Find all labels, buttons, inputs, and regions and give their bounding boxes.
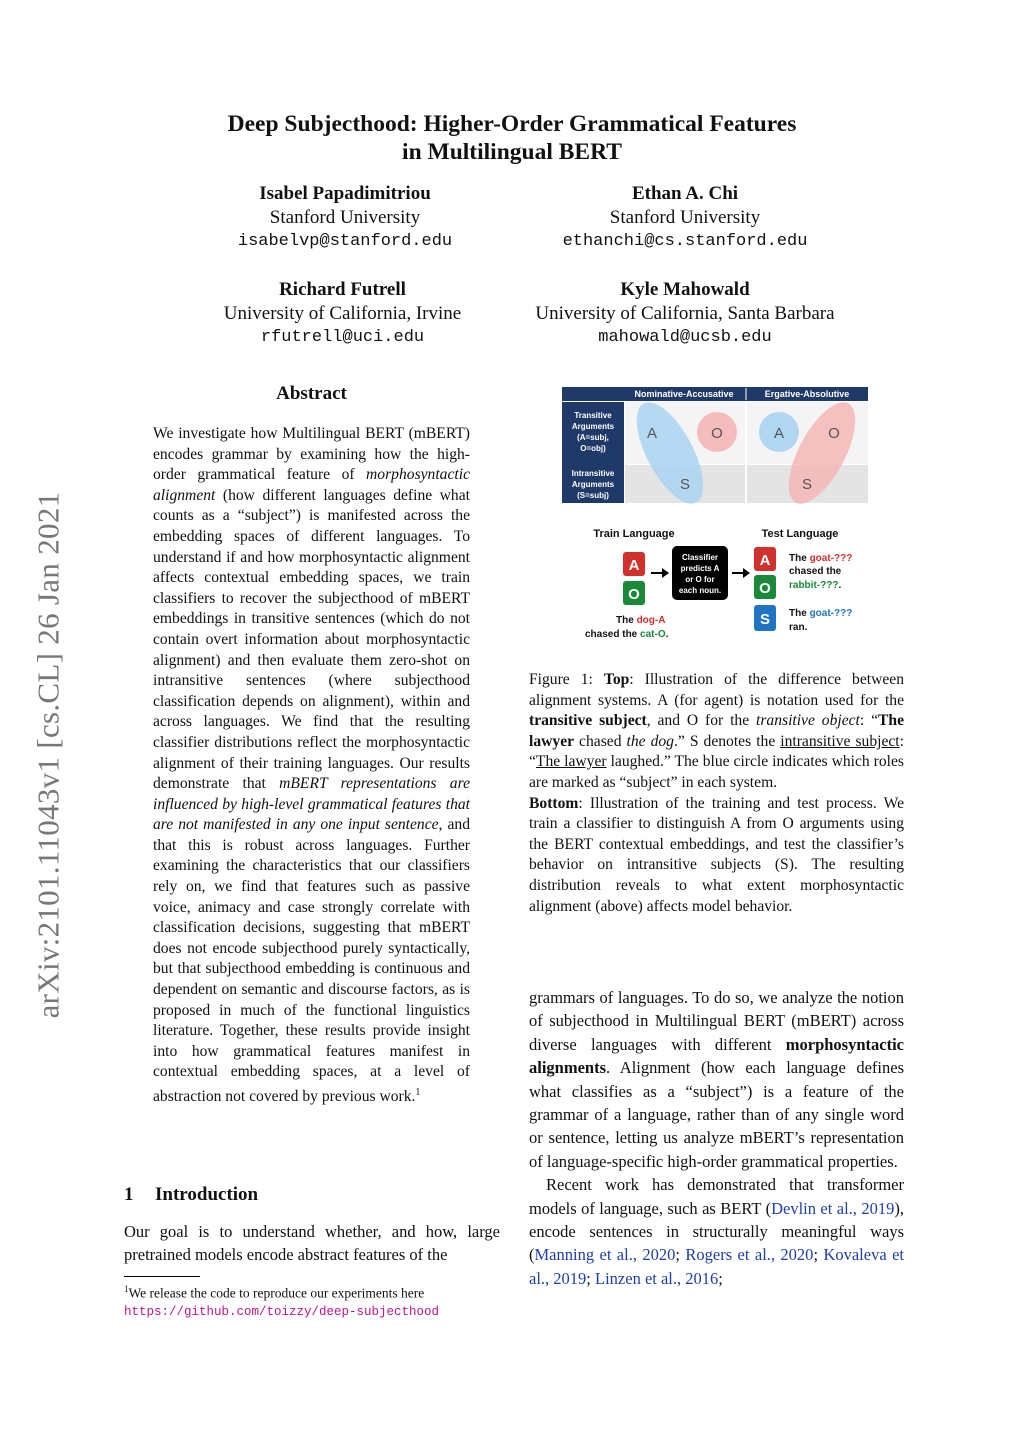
section-title: Introduction — [155, 1184, 259, 1205]
caption-text: .” S denotes the — [673, 732, 781, 750]
body-text: ), encode sentences in structurally meaningful ways ( — [529, 1198, 904, 1265]
abstract-text: , and that this is robust across languages. Further examining the characteristics that our classifiers rely on, we find that features such as passive voice, animacy and case strongly correlate with classification decisions, suggesting that mBERT does not encode subjecthood purely syntactically, but that subjecthood embedding is continuous and dependent on semantic and discourse factors, as is proposed in much of the functional linguistics literature. Together, these results provide insight into how grammatical features manifest in contextual embedding spaces, at a level of abstraction not covered by previous work. — [153, 816, 470, 1106]
paragraph — [529, 1173, 904, 1290]
test-sentence2-line2: ran. — [789, 622, 808, 633]
abstract-text: (how different languages define what counts as a “subject”) is manifested across the embedding spaces of different languages. To understand if and how morphosyntactic alignment affects contextual embedding spaces, we train classifiers to recover the subjecthood of mBERT embeddings in transitive sentences (which do not contain overt information about morphosyntactic alignment) and then evaluate them zero-shot on intransitive sentences (where subjecthood classification depends on alignment), within and across languages. We find that the resulting classifier distributions reflect the morphosyntactic alignment of their training languages. Our results demonstrate that — [153, 486, 470, 793]
role-a-label: A — [646, 425, 658, 442]
citation-link[interactable]: Manning et al., 2020 — [534, 1245, 676, 1265]
train-a-letter: A — [628, 557, 640, 574]
train-sentence-line1 — [616, 615, 665, 626]
author-block — [525, 182, 845, 254]
test-o-letter: O — [759, 580, 771, 597]
role-o-label: O — [828, 425, 840, 442]
test-sentence1-line3 — [789, 580, 841, 591]
caption-bottom — [529, 794, 904, 918]
author-name: Kyle Mahowald — [620, 279, 750, 300]
body-bold: morphosyntactic alignments — [529, 1034, 904, 1078]
footnote — [124, 1281, 500, 1321]
test-unknown-noun: goat-??? — [809, 553, 853, 564]
footnote-marker[interactable]: 1 — [415, 1087, 421, 1098]
row2-label-line: Arguments — [571, 480, 615, 489]
test-sentence2-line1 — [789, 608, 852, 619]
caption-text: , and O for the — [646, 712, 756, 730]
arrow-head-icon — [662, 568, 669, 578]
caption-text: chased — [574, 732, 627, 750]
test-sentence-part: The — [789, 608, 810, 619]
author-affiliation: University of California, Irvine — [223, 303, 462, 324]
train-subject-noun: dog-A — [636, 615, 666, 626]
section-number: 1 — [124, 1184, 134, 1205]
footnote-url-link[interactable]: https://github.com/toizzy/deep-subjecthood — [124, 1304, 440, 1319]
author-block — [200, 182, 490, 254]
row1-label-line: O=obj) — [580, 444, 606, 453]
arxiv-stamp-text: arXiv:2101.11043v1 [cs.CL] 26 Jan 2021 — [30, 491, 66, 1019]
author-affiliation: University of California, Santa Barbara — [535, 303, 835, 324]
train-o-letter: O — [628, 586, 640, 603]
caption-italic: the dog — [626, 732, 674, 750]
arrow-head-icon — [743, 568, 750, 578]
author-email[interactable]: rfutrell@uci.edu — [260, 328, 425, 347]
test-language-label: Test Language — [761, 528, 839, 540]
citation-link[interactable]: Linzen et al., 2016 — [595, 1268, 719, 1288]
citation-link[interactable]: Rogers et al., 2020 — [685, 1245, 814, 1265]
abstract-emphasis: mBERT representations are influenced by high-level grammatical features that are not manifested in any one input sentence — [153, 775, 470, 834]
caption-underline: intransitive subject — [780, 732, 900, 750]
body-text: ; — [586, 1268, 596, 1288]
author-email[interactable]: mahowald@ucsb.edu — [598, 328, 772, 347]
caption-underline: The lawyer — [535, 753, 607, 771]
section-heading — [124, 1184, 258, 1206]
abstract-text: We investigate how Multilingual BERT (mBERT) encodes grammar by examining how the high-order grammatical feature of — [153, 425, 470, 484]
header-nominative-accusative: Nominative-Accusative — [634, 389, 734, 399]
role-s-label: S — [679, 476, 691, 493]
row1-label-line: Arguments — [571, 422, 615, 431]
test-sentence-part: The — [789, 553, 810, 564]
role-a-label: A — [773, 425, 785, 442]
paragraph — [529, 986, 904, 1173]
footnote-divider — [124, 1276, 200, 1277]
test-sentence-part: . — [838, 580, 842, 591]
header-ergative-absolutive: Ergative-Absolutive — [764, 389, 850, 399]
test-unknown-noun: goat-??? — [809, 608, 853, 619]
train-object-noun: cat-O — [640, 629, 666, 640]
body-text: ; — [675, 1245, 686, 1265]
test-sentence1-line1 — [789, 553, 852, 564]
classifier-text-line: predicts A — [680, 564, 720, 573]
train-sentence-part: chased the — [585, 629, 641, 640]
row1-label-line: (A=subj, — [577, 433, 609, 442]
author-affiliation: Stanford University — [269, 207, 421, 228]
paper-title — [180, 110, 844, 166]
body-text: grammars of languages. To do so, we analyze the notion of subjecthood in Multilingual BERT (mBERT) across diverse languages with different — [529, 988, 904, 1054]
body-text: ; — [813, 1245, 824, 1265]
role-s-label: S — [801, 476, 813, 493]
abstract-body — [153, 424, 470, 1108]
classifier-text-line: or O for — [685, 575, 715, 584]
caption-text: : Illustration of the training and test process. We train a classifier to distinguish A from O arguments using the BERT contextual embeddings, and test the classifier’s behavior on intransitive subjects (S). The resulting distribution reveals to what extent morphosyntactic alignment (above) affects model behavior. — [529, 794, 904, 915]
title-line-2: in Multilingual BERT — [402, 139, 622, 165]
author-name: Isabel Papadimitriou — [259, 183, 431, 204]
citation-link[interactable]: Kovaleva et al., 2019 — [529, 1245, 904, 1288]
classifier-text-line: each noun. — [678, 586, 722, 595]
role-o-label: O — [711, 425, 723, 442]
author-block — [200, 278, 485, 350]
caption-text: : “ — [529, 732, 904, 771]
author-email[interactable]: ethanchi@cs.stanford.edu — [562, 232, 808, 251]
citation-link[interactable]: Devlin et al., 2019 — [771, 1198, 895, 1218]
caption-top-label: Top — [603, 671, 630, 688]
right-column-text — [529, 986, 904, 1290]
caption-bold: transitive subject — [529, 712, 647, 730]
caption-figure-label: Figure 1: — [529, 671, 604, 688]
intro-paragraph: Our goal is to understand whether, and how, large pretrained models encode abstract features of the — [124, 1222, 500, 1265]
row2-label-line: (S=subj) — [577, 491, 609, 500]
caption-bottom-label: Bottom — [529, 794, 579, 812]
author-name: Ethan A. Chi — [631, 183, 739, 204]
train-sentence-part: . — [665, 629, 669, 640]
classifier-text-line: Classifier — [681, 553, 719, 562]
row1-label-line: Transitive — [574, 411, 612, 420]
footnote-number: 1 — [124, 1284, 129, 1294]
author-email[interactable]: isabelvp@stanford.edu — [237, 232, 453, 251]
author-name: Richard Futrell — [279, 279, 406, 300]
abstract-heading: Abstract — [276, 383, 347, 404]
test-sentence1-line2: chased the — [789, 566, 842, 577]
row2-label-line: Intransitive — [571, 469, 615, 478]
test-a-letter: A — [759, 552, 771, 569]
caption-bold: The lawyer — [529, 712, 904, 750]
body-text: Recent work has demonstrated that transformer models of language, such as BERT ( — [529, 1175, 904, 1218]
body-text: ; — [718, 1268, 723, 1288]
train-sentence-line2 — [585, 629, 669, 640]
train-language-label: Train Language — [593, 528, 675, 540]
title-line-1: Deep Subjecthood: Higher-Order Grammatical Features — [227, 111, 797, 137]
test-unknown-noun: rabbit-??? — [789, 580, 839, 591]
caption-text: laughed.” The blue circle indicates which roles are marked as “subject” in each system. — [529, 753, 904, 791]
train-sentence-part: The — [616, 615, 637, 626]
footnote-text: We release the code to reproduce our experiments here — [128, 1285, 425, 1301]
caption-top — [529, 670, 904, 794]
author-affiliation: Stanford University — [609, 207, 761, 228]
figure-1 — [560, 385, 872, 650]
caption-text: : Illustration of the difference between alignment systems. A (for agent) is notation used for the — [529, 671, 905, 709]
caption-text: : “ — [859, 712, 878, 730]
figure-caption — [529, 670, 904, 917]
body-text: . Alignment (how each language defines what classifies as a “subject”) is a feature of the grammar of a language, rather than of any single word or sentence, letting us analyze mBERT’s representation of language-specific high-order grammatical properties. — [529, 1058, 904, 1171]
caption-italic: transitive object — [756, 712, 860, 730]
test-s-letter: S — [759, 611, 771, 628]
arxiv-stamp — [18, 455, 78, 1055]
author-block — [515, 278, 855, 350]
figure-1-svg — [560, 385, 872, 650]
abstract-emphasis: morphosyntactic alignment — [153, 466, 470, 504]
